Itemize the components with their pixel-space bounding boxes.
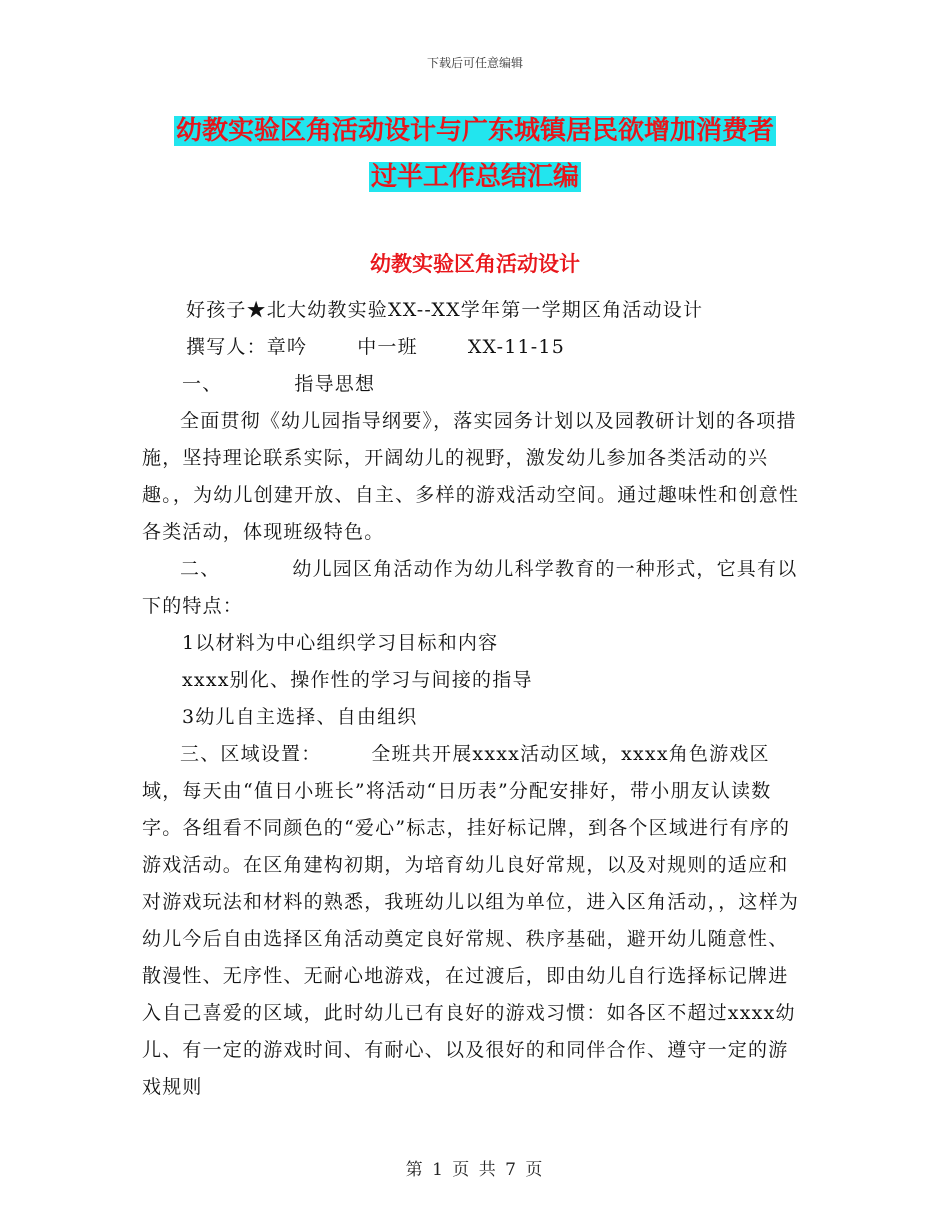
author-date: XX-11-15 (467, 336, 565, 358)
author-line (142, 329, 807, 366)
section-heading-3-label: 三、区域设置： (180, 743, 322, 765)
header-note: 下载后可任意编辑 (426, 56, 523, 70)
paragraph-guiding-ideas: 全面贯彻《幼儿园指导纲要》，落实园务计划以及园教研计划的各项措施，坚持理论联系实际，开阔幼儿的视野，激发幼儿参加各类活动的兴趣。，为幼儿创建开放、自主、多样的游戏活动空间。通过趣味性和创意性各类活动，体现班级特色。 (142, 410, 800, 543)
feature-point-3: 3幼儿自主选择、自由组织 (182, 706, 418, 728)
document-title (0, 108, 950, 200)
author-label: 撰写人：章吟 (186, 336, 308, 358)
page-footer: 第 1 页 共 7 页 (405, 1160, 545, 1180)
feature-point-2: xxxx别化、操作性的学习与间接的指导 (182, 669, 533, 691)
paragraph-area-setup (142, 736, 807, 1106)
author-class: 中一班 (357, 336, 418, 358)
subtitle-line: 好孩子★北大幼教实验XX--XX学年第一学期区角活动设计 (186, 299, 704, 321)
section-heading-3-text: 全班共开展xxxx活动区域，xxxx角色游戏区域，每天由“值日小班长”将活动“日历表”分配安排好，带小朋友认读数字。各组看不同颜色的“爱心”标志，挂好标记牌，到各个区域进行有序的游戏活动。在区角建构初期，为培育幼儿良好常规，以及对规则的适应和对游戏玩法和材料的熟悉，我班幼儿以组为单位，进入区角活动，，这样为幼儿今后自由选择区角活动奠定良好常规、秩序基础，避开幼儿随意性、散漫性、无序性、无耐心地游戏，在过渡后，即由幼儿自行选择标记牌进入自己喜爱的区域，此时幼儿已有良好的游戏习惯：如各区不超过xxxx幼儿、有一定的游戏时间、有耐心、以及很好的和同伴合作、遵守一定的游戏规则 (142, 743, 800, 1098)
section-heading-1 (142, 366, 807, 403)
document-body (142, 292, 807, 1106)
section-heading-2-number: 二、 (180, 558, 221, 580)
document-title-line2: 过半工作总结汇编 (370, 162, 579, 192)
section-title: 幼教实验区角活动设计 (370, 252, 580, 276)
document-title-line1: 幼教实验区角活动设计与广东城镇居民欲增加消费者 (175, 116, 774, 146)
section-heading-2-text: 幼儿园区角活动作为幼儿科学教育的一种形式，它具有以下的特点： (142, 558, 798, 617)
feature-point-1: 1以材料为中心组织学习目标和内容 (182, 632, 499, 654)
paragraph-features (142, 551, 807, 625)
section-heading-1-text: 指导思想 (294, 373, 376, 395)
section-heading-1-number: 一、 (182, 373, 223, 395)
